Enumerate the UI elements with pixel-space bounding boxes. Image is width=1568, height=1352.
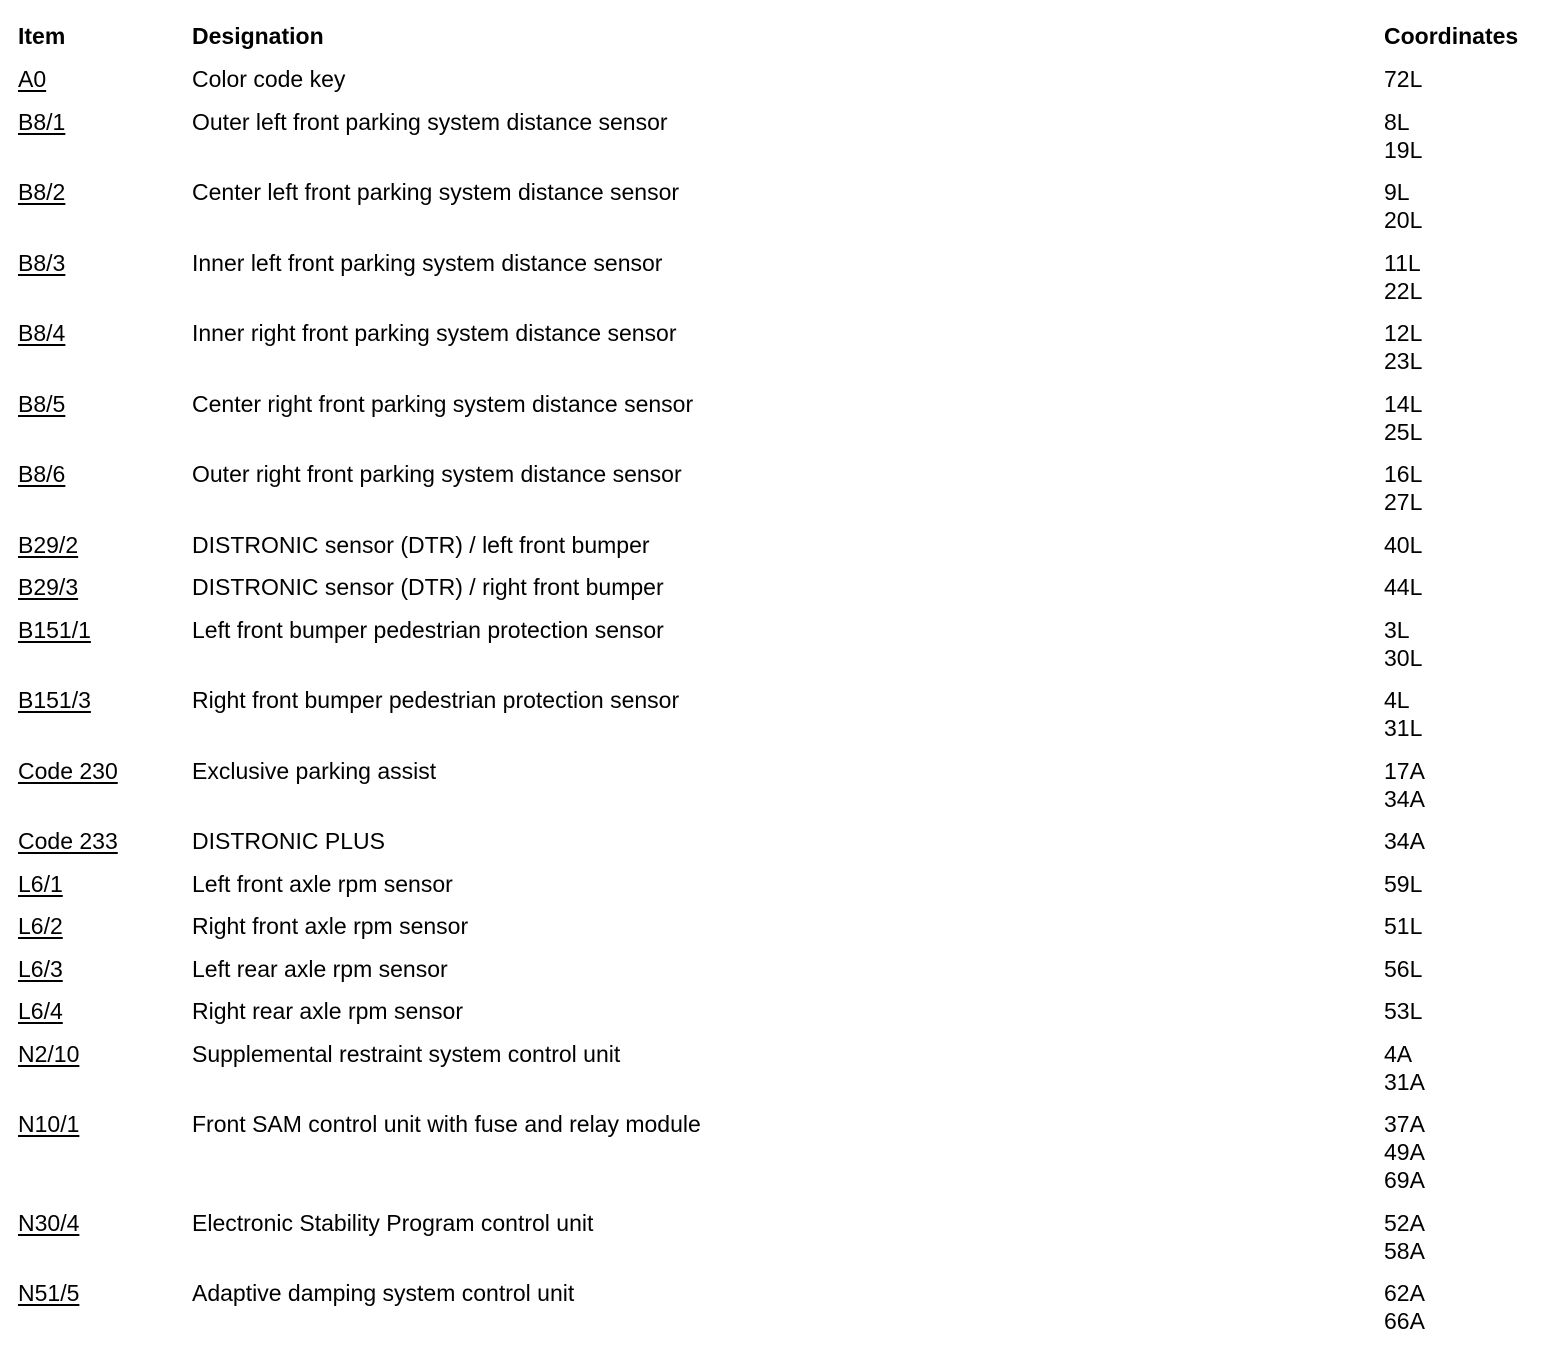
coordinate-value: 4L (1384, 687, 1410, 713)
coordinate-value: 8L (1384, 108, 1410, 135)
designation-text: Left rear axle rpm sensor (192, 955, 448, 982)
table-row (18, 686, 1548, 757)
item-link[interactable]: L6/3 (18, 955, 63, 982)
item-link[interactable]: N51/5 (18, 1280, 80, 1306)
coordinate-value: 16L (1384, 461, 1423, 487)
coordinate-value: 69A (1384, 1167, 1425, 1193)
table-row (18, 249, 1548, 320)
coordinate-value: 40L (1384, 531, 1423, 558)
item-link[interactable]: Code 233 (18, 828, 118, 854)
coordinates-cell (1384, 827, 1425, 855)
table-row (18, 1110, 1548, 1209)
designation-text: Exclusive parking assist (192, 757, 437, 784)
table-row (18, 955, 1548, 998)
designation-text: Adaptive damping system control unit (192, 1280, 575, 1306)
item-link[interactable]: N30/4 (18, 1209, 80, 1236)
coordinate-value: 62A (1384, 1280, 1425, 1306)
coordinate-value: 3L (1384, 616, 1410, 643)
coordinate-value: 14L (1384, 390, 1423, 417)
designation-text: Right front axle rpm sensor (192, 913, 469, 939)
designation-text: Right front bumper pedestrian protection sensor (192, 687, 680, 713)
designation-text: Left front bumper pedestrian protection sensor (192, 616, 664, 643)
designation-text: DISTRONIC PLUS (192, 828, 385, 854)
item-link[interactable]: B8/4 (18, 320, 66, 346)
coordinate-value: 27L (1384, 489, 1423, 515)
coordinate-value: 31A (1384, 1068, 1425, 1095)
item-link[interactable]: B8/3 (18, 249, 66, 276)
coordinates-cell (1384, 686, 1422, 742)
coordinate-value: 20L (1384, 207, 1423, 233)
coordinate-value: 59L (1384, 870, 1423, 897)
item-link[interactable]: A0 (18, 66, 47, 92)
designation-text: Inner left front parking system distance sensor (192, 249, 663, 276)
coordinate-value: 12L (1384, 320, 1423, 346)
table-row (18, 573, 1548, 616)
component-legend-table (18, 22, 1548, 1350)
designation-text: DISTRONIC sensor (DTR) / left front bumper (192, 531, 650, 558)
table-header-row (18, 22, 1548, 65)
designation-text: Center right front parking system distance sensor (192, 390, 694, 417)
designation-text: Inner right front parking system distance sensor (192, 320, 677, 346)
designation-text: Front SAM control unit with fuse and relay module (192, 1111, 701, 1137)
coordinates-cell (1384, 997, 1422, 1025)
table-row (18, 531, 1548, 574)
header-designation: Designation (192, 23, 324, 49)
table-row (18, 1209, 1548, 1280)
designation-text: Center left front parking system distance sensor (192, 179, 680, 205)
item-link[interactable]: L6/2 (18, 913, 63, 939)
coordinate-value: 58A (1384, 1237, 1425, 1264)
item-link[interactable]: B151/3 (18, 687, 91, 713)
table-row (18, 827, 1548, 870)
table-row (18, 1279, 1548, 1350)
table-body (18, 65, 1548, 1350)
coordinates-cell (1384, 460, 1422, 516)
item-link[interactable]: N2/10 (18, 1040, 80, 1067)
coordinate-value: 52A (1384, 1209, 1425, 1236)
coordinates-cell (1384, 1040, 1425, 1096)
header-coordinates: Coordinates (1384, 23, 1519, 49)
item-link[interactable]: N10/1 (18, 1111, 80, 1137)
coordinates-cell (1384, 573, 1422, 601)
item-link[interactable]: L6/4 (18, 998, 63, 1024)
coordinate-value: 22L (1384, 277, 1423, 304)
designation-text: Electronic Stability Program control unit (192, 1209, 594, 1236)
coordinate-value: 31L (1384, 715, 1423, 741)
table-row (18, 108, 1548, 179)
coordinate-value: 25L (1384, 418, 1423, 445)
designation-text: Outer left front parking system distance sensor (192, 108, 668, 135)
item-link[interactable]: B29/3 (18, 574, 79, 600)
coordinates-cell (1384, 1110, 1425, 1194)
designation-text: Supplemental restraint system control unit (192, 1040, 621, 1067)
table-row (18, 390, 1548, 461)
item-link[interactable]: B151/1 (18, 616, 91, 643)
coordinates-cell (1384, 108, 1422, 164)
item-link[interactable]: B8/5 (18, 390, 66, 417)
coordinate-value: 53L (1384, 998, 1423, 1024)
table-row (18, 65, 1548, 108)
coordinates-cell (1384, 757, 1425, 813)
coordinate-value: 9L (1384, 179, 1410, 205)
table-row (18, 757, 1548, 828)
table-row (18, 616, 1548, 687)
coordinates-cell (1384, 531, 1422, 559)
coordinate-value: 51L (1384, 913, 1423, 939)
item-link[interactable]: B8/2 (18, 179, 66, 205)
header-item: Item (18, 23, 66, 49)
coordinates-cell (1384, 249, 1422, 305)
coordinates-cell (1384, 390, 1422, 446)
coordinate-value: 23L (1384, 348, 1423, 374)
coordinates-cell (1384, 870, 1422, 898)
coordinates-cell (1384, 616, 1422, 672)
coordinates-cell (1384, 955, 1422, 983)
coordinates-cell (1384, 178, 1422, 234)
designation-text: DISTRONIC sensor (DTR) / right front bumper (192, 574, 664, 600)
coordinate-value: 19L (1384, 136, 1423, 163)
coordinate-value: 44L (1384, 574, 1423, 600)
coordinate-value: 37A (1384, 1111, 1425, 1137)
designation-text: Right rear axle rpm sensor (192, 998, 463, 1024)
coordinate-value: 4A (1384, 1040, 1413, 1067)
item-link[interactable]: B29/2 (18, 531, 79, 558)
table-row (18, 870, 1548, 913)
coordinates-cell (1384, 319, 1422, 375)
coordinate-value: 17A (1384, 757, 1425, 784)
table-row (18, 1040, 1548, 1111)
coordinates-cell (1384, 912, 1422, 940)
item-link[interactable]: L6/1 (18, 870, 63, 897)
designation-text: Outer right front parking system distance sensor (192, 461, 682, 487)
item-link[interactable]: B8/6 (18, 461, 66, 487)
coordinate-value: 34A (1384, 828, 1425, 854)
coordinates-cell (1384, 65, 1422, 93)
table-row (18, 178, 1548, 249)
coordinate-value: 34A (1384, 785, 1425, 812)
coordinate-value: 49A (1384, 1139, 1425, 1165)
coordinates-cell (1384, 1209, 1425, 1265)
coordinate-value: 66A (1384, 1308, 1425, 1334)
item-link[interactable]: B8/1 (18, 108, 66, 135)
table-row (18, 460, 1548, 531)
table-row (18, 912, 1548, 955)
table-row (18, 319, 1548, 390)
coordinate-value: 11L (1384, 249, 1421, 276)
coordinates-cell (1384, 1279, 1425, 1335)
table-row (18, 997, 1548, 1040)
designation-text: Color code key (192, 66, 346, 92)
designation-text: Left front axle rpm sensor (192, 870, 453, 897)
coordinate-value: 56L (1384, 955, 1423, 982)
coordinate-value: 72L (1384, 66, 1423, 92)
item-link[interactable]: Code 230 (18, 757, 118, 784)
coordinate-value: 30L (1384, 644, 1423, 671)
